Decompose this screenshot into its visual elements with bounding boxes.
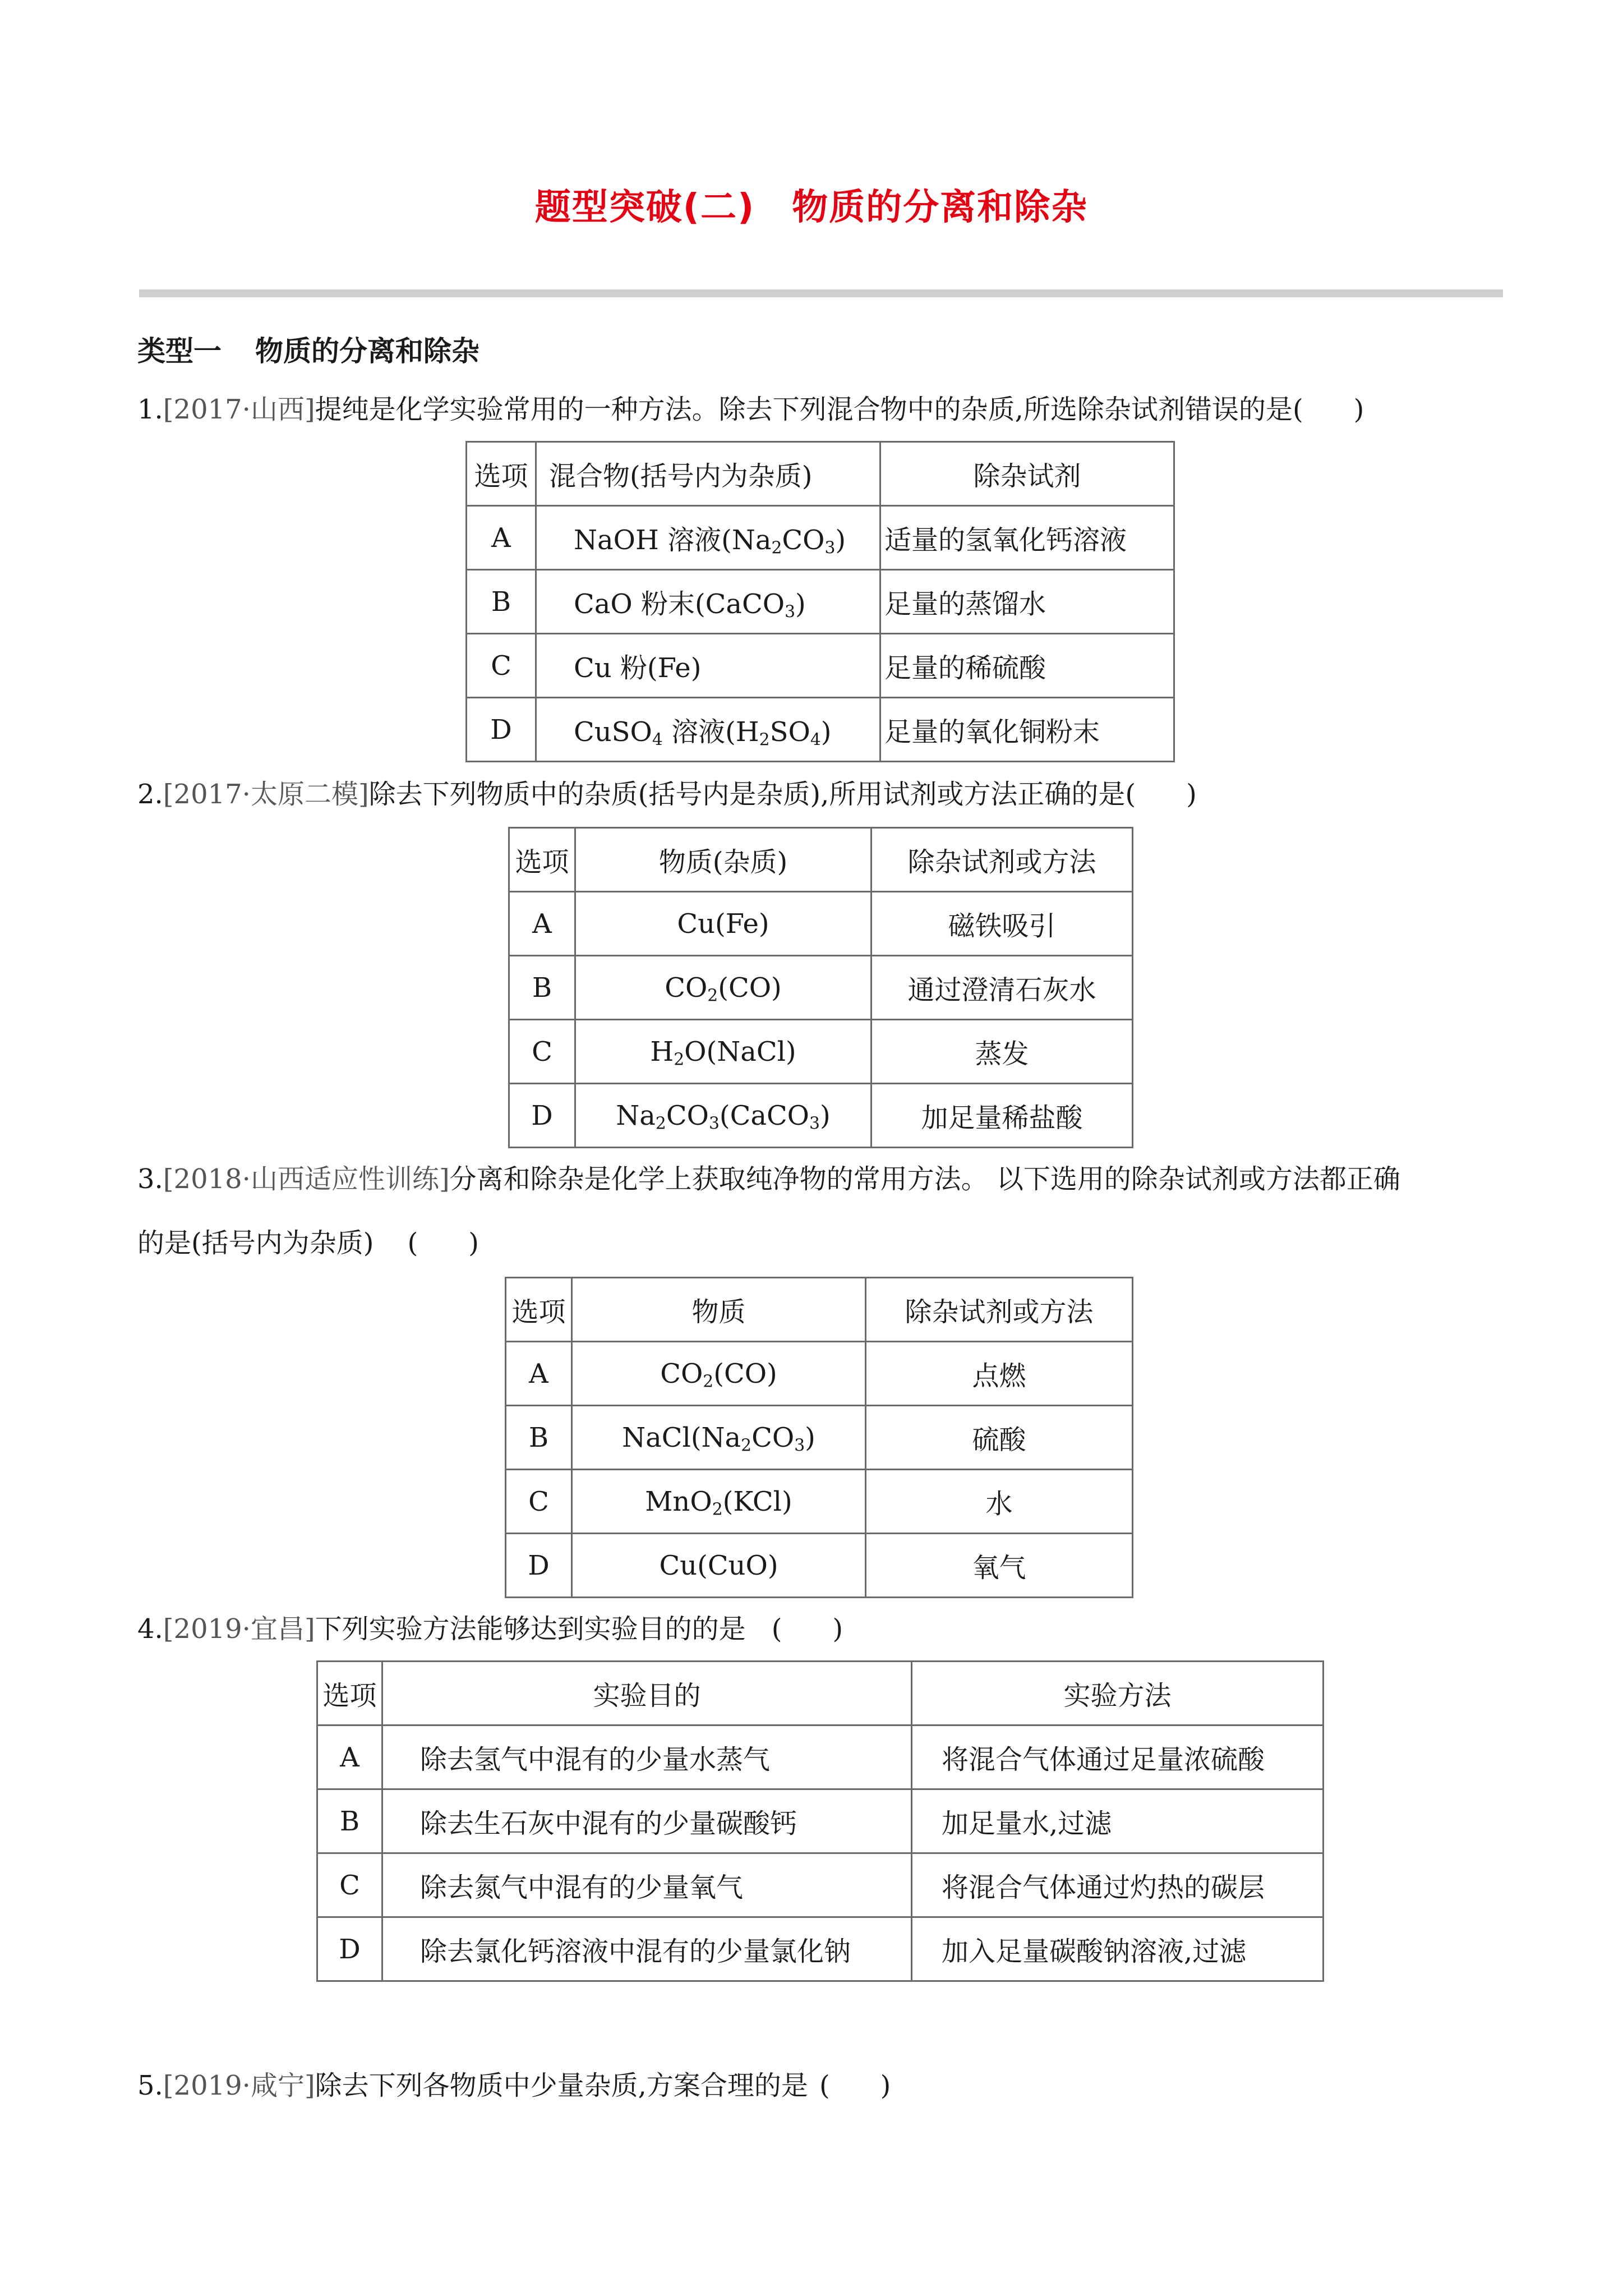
- question-1: [137, 393, 1364, 426]
- table-row: [317, 1726, 1324, 1789]
- table-row: [467, 634, 1174, 698]
- title-divider: [139, 289, 1503, 297]
- table-row: [317, 1789, 1324, 1853]
- question-3-line-2: [137, 1226, 479, 1260]
- header-cell: 除杂试剂: [880, 442, 1174, 506]
- table-cell: $H_2O(NaCl)$: [575, 1020, 872, 1084]
- option-letter-cell: A: [509, 892, 575, 956]
- option-letter-cell: B: [317, 1789, 382, 1853]
- answer-paren-close: ): [468, 1227, 479, 1259]
- table-header-row: [506, 1278, 1133, 1342]
- option-letter-cell: C: [467, 634, 536, 698]
- table-cell: 除去氮气中混有的少量氧气: [382, 1853, 912, 1917]
- answer-paren-open: (: [819, 2070, 830, 2101]
- option-letter-cell: A: [506, 1342, 572, 1406]
- answer-paren-open: (: [771, 1613, 782, 1645]
- question-source: [2017·山西]: [163, 394, 315, 425]
- question-number: 4.: [137, 1613, 163, 1645]
- option-letter-cell: C: [509, 1020, 575, 1084]
- section-name: 物质的分离和除杂: [255, 335, 479, 367]
- header-cell: 实验方法: [912, 1662, 1324, 1726]
- table-cell: 加足量水,过滤: [912, 1789, 1324, 1853]
- header-cell: 选项: [317, 1662, 382, 1726]
- option-letter-cell: A: [467, 506, 536, 570]
- table-cell: $CO_2(CO)$: [572, 1342, 866, 1406]
- table-cell: 磁铁吸引: [872, 892, 1133, 956]
- table-row: [509, 1020, 1133, 1084]
- table-cell: Cu(Fe): [575, 892, 872, 956]
- table-cell: 点燃: [866, 1342, 1133, 1406]
- table-cell: CaO 粉末(CaCO$_3$): [536, 570, 880, 634]
- table-cell: 除去生石灰中混有的少量碳酸钙: [382, 1789, 912, 1853]
- question-number: 3.: [137, 1163, 163, 1195]
- table-cell: 足量的稀硫酸: [880, 634, 1174, 698]
- option-letter-cell: B: [467, 570, 536, 634]
- table-body: [506, 1278, 1133, 1598]
- header-cell: 除杂试剂或方法: [872, 828, 1133, 892]
- question-1-table: [465, 441, 1175, 762]
- header-cell: 实验目的: [382, 1662, 912, 1726]
- table-body: [317, 1662, 1324, 1981]
- table-cell: CuSO$_4$ 溶液$(H_2SO_4)$: [536, 698, 880, 762]
- table-row: [317, 1917, 1324, 1981]
- table-row: [467, 506, 1174, 570]
- page-title: 题型突破(二) 物质的分离和除杂: [534, 187, 1089, 228]
- table-cell: 将混合气体通过足量浓硫酸: [912, 1726, 1324, 1789]
- option-letter-cell: D: [467, 698, 536, 762]
- answer-paren-close: ): [1353, 394, 1364, 425]
- question-2-table: [508, 827, 1133, 1148]
- question-4: [137, 1612, 843, 1646]
- header-cell: 选项: [467, 442, 536, 506]
- table-cell: 适量的氢氧化钙溶液: [880, 506, 1174, 570]
- answer-paren-close: ): [832, 1613, 843, 1645]
- question-stem: 分离和除杂是化学上获取纯净物的常用方法。 以下选用的除杂试剂或方法都正确: [449, 1163, 1400, 1195]
- question-2: [137, 777, 1197, 811]
- table-header-row: [509, 828, 1133, 892]
- table-cell: 除去氢气中混有的少量水蒸气: [382, 1726, 912, 1789]
- table-cell: $CO_2(CO)$: [575, 956, 872, 1020]
- question-number: 2.: [137, 779, 163, 810]
- question-3: [137, 1162, 1400, 1196]
- table-row: [467, 570, 1174, 634]
- question-source: [2018·山西适应性训练]: [163, 1163, 450, 1195]
- header-cell: 物质: [572, 1278, 866, 1342]
- table-row: [467, 698, 1174, 762]
- question-stem: 提纯是化学实验常用的一种方法。除去下列混合物中的杂质,所选除杂试剂错误的是: [315, 394, 1293, 425]
- table-row: [509, 892, 1133, 956]
- question-stem: 下列实验方法能够达到实验目的的是: [315, 1613, 746, 1645]
- table-row: [317, 1853, 1324, 1917]
- table-cell: 氧气: [866, 1534, 1133, 1598]
- table-cell: 加入足量碳酸钠溶液,过滤: [912, 1917, 1324, 1981]
- option-letter-cell: D: [506, 1534, 572, 1598]
- table-cell: 硫酸: [866, 1406, 1133, 1470]
- table-row: [506, 1534, 1133, 1598]
- option-letter-cell: D: [509, 1084, 575, 1148]
- answer-paren-open: (: [1125, 779, 1136, 810]
- table-header-row: [467, 442, 1174, 506]
- option-letter-cell: C: [317, 1853, 382, 1917]
- question-stem-cont: 的是(括号内为杂质): [137, 1227, 374, 1259]
- table-cell: 通过澄清石灰水: [872, 956, 1133, 1020]
- table-cell: 除去氯化钙溶液中混有的少量氯化钠: [382, 1917, 912, 1981]
- table-body: [467, 442, 1174, 762]
- answer-paren-close: ): [1186, 779, 1197, 810]
- option-letter-cell: A: [317, 1726, 382, 1789]
- table-row: [506, 1470, 1133, 1534]
- question-number: 5.: [137, 2070, 163, 2101]
- option-letter-cell: D: [317, 1917, 382, 1981]
- table-cell: Cu(CuO): [572, 1534, 866, 1598]
- option-letter-cell: B: [506, 1406, 572, 1470]
- table-cell: 蒸发: [872, 1020, 1133, 1084]
- header-cell: 选项: [506, 1278, 572, 1342]
- question-source: [2019·宜昌]: [163, 1613, 315, 1645]
- question-stem: 除去下列各物质中少量杂质,方案合理的是: [315, 2070, 808, 2101]
- table-cell: $NaCl(Na_2CO_3)$: [572, 1406, 866, 1470]
- table-cell: NaOH 溶液$(Na_2CO_3)$: [536, 506, 880, 570]
- table-row: [509, 956, 1133, 1020]
- section-heading: [137, 329, 479, 369]
- question-number: 1.: [137, 394, 163, 425]
- question-stem: 除去下列物质中的杂质(括号内是杂质),所用试剂或方法正确的是: [368, 779, 1126, 810]
- header-cell: 除杂试剂或方法: [866, 1278, 1133, 1342]
- table-header-row: [317, 1662, 1324, 1726]
- table-row: [509, 1084, 1133, 1148]
- table-cell: MnO$_2$(KCl): [572, 1470, 866, 1534]
- table-cell: $Na_2CO_3(CaCO_3)$: [575, 1084, 872, 1148]
- question-5: [137, 2069, 891, 2102]
- header-cell: 选项: [509, 828, 575, 892]
- header-cell: 混合物(括号内为杂质): [536, 442, 880, 506]
- option-letter-cell: B: [509, 956, 575, 1020]
- table-row: [506, 1406, 1133, 1470]
- table-cell: 足量的蒸馏水: [880, 570, 1174, 634]
- table-row: [506, 1342, 1133, 1406]
- answer-paren-open: (: [1292, 394, 1303, 425]
- table-cell: 将混合气体通过灼热的碳层: [912, 1853, 1324, 1917]
- option-letter-cell: C: [506, 1470, 572, 1534]
- question-source: [2017·太原二模]: [163, 779, 369, 810]
- question-4-table: [316, 1660, 1324, 1982]
- question-3-table: [505, 1277, 1133, 1598]
- question-source: [2019·咸宁]: [163, 2070, 315, 2101]
- table-body: [509, 828, 1133, 1148]
- table-cell: 加足量稀盐酸: [872, 1084, 1133, 1148]
- header-cell: 物质(杂质): [575, 828, 872, 892]
- table-cell: Cu 粉(Fe): [536, 634, 880, 698]
- answer-paren-open: (: [407, 1227, 418, 1259]
- table-cell: 足量的氧化铜粉末: [880, 698, 1174, 762]
- answer-paren-close: ): [880, 2070, 891, 2101]
- table-cell: 水: [866, 1470, 1133, 1534]
- section-label: 类型一: [137, 335, 222, 367]
